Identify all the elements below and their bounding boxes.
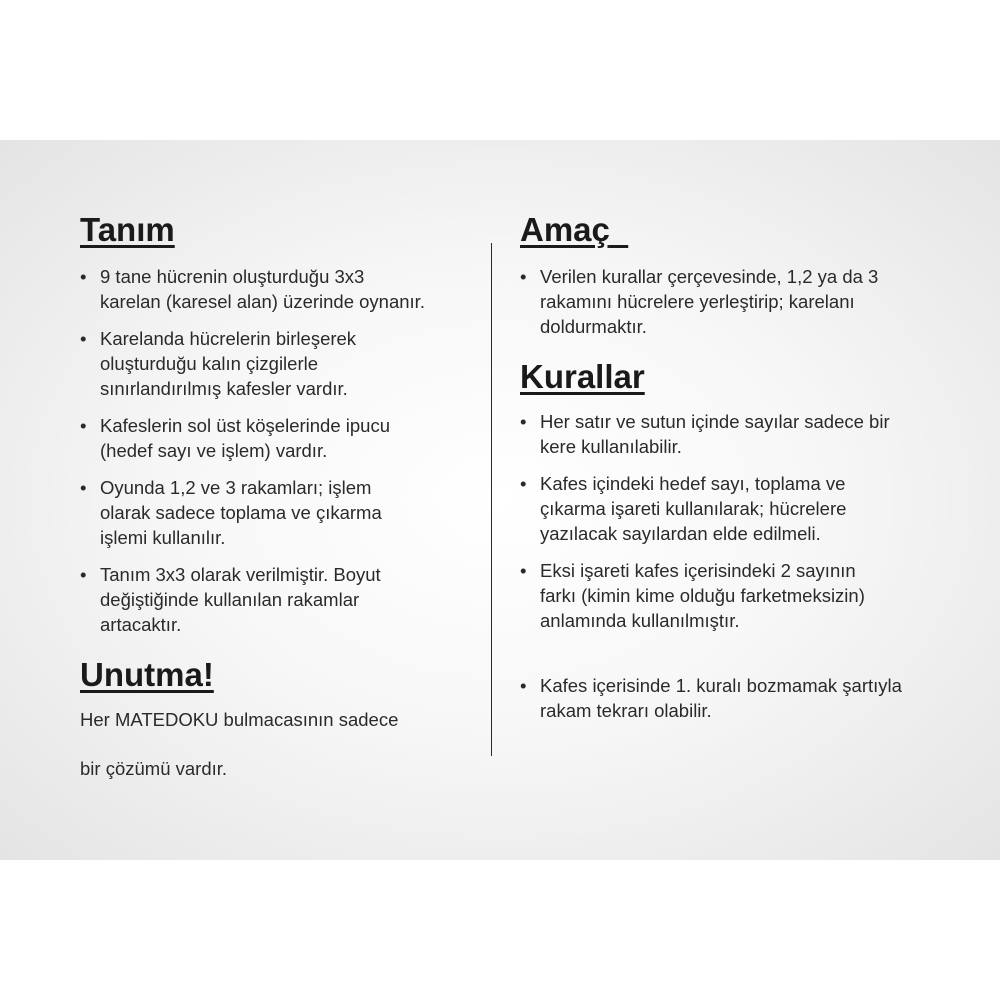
list-item-text: Verilen kurallar çerçevesinde, 1,2 ya da 3 rakamını hücrelere yerleştirip; karelanı doldurmaktır. (540, 266, 879, 337)
tanim-heading: Tanım (80, 211, 175, 248)
right-column (520, 210, 920, 723)
list-item (80, 475, 420, 550)
bullet-icon: • (520, 266, 527, 287)
list-item (80, 413, 430, 463)
left-column (80, 210, 450, 781)
bullet-icon: • (80, 266, 87, 287)
bullet-icon: • (80, 328, 87, 349)
list-item (520, 471, 910, 546)
unutma-text-line2: bir çözümü vardır. (80, 758, 228, 779)
bullet-icon: • (80, 564, 87, 585)
list-item-text: Karelanda hücrelerin birleşerek oluşturduğu kalın çizgilerle sınırlandırılmış kafesler vardır. (100, 328, 357, 399)
bullet-icon: • (520, 675, 527, 696)
list-item (520, 558, 870, 633)
bullet-icon: • (80, 415, 87, 436)
list-item-text: Tanım 3x3 olarak verilmiştir. Boyut değiştiğinde kullanılan rakamlar artacaktır. (100, 564, 381, 635)
list-item (80, 264, 430, 314)
amac-heading-text: Amaç (520, 211, 610, 248)
list-item-text: 9 tane hücrenin oluşturduğu 3x3 karelan (karesel alan) üzerinde oynanır. (100, 266, 425, 312)
list-item (80, 326, 400, 401)
list-item (520, 673, 910, 723)
bullet-icon: • (520, 560, 527, 581)
list-item-text: Kafeslerin sol üst köşelerinde ipucu (hedef sayı ve işlem) vardır. (100, 415, 390, 461)
list-item-text: Oyunda 1,2 ve 3 rakamları; işlem olarak sadece toplama ve çıkarma işlemi kullanılır. (100, 477, 382, 548)
list-item-text: Eksi işareti kafes içerisindeki 2 sayının farkı (kimin kime olduğu farketmeksizin) anlamında kullanılmıştır. (540, 560, 865, 631)
bullet-icon: • (520, 473, 527, 494)
list-item (80, 562, 430, 637)
amac-heading (520, 210, 920, 250)
tanim-list (80, 264, 450, 637)
bullet-icon: • (80, 477, 87, 498)
list-item-text: Her satır ve sutun içinde sayılar sadece bir kere kullanılabilir. (540, 411, 890, 457)
unutma-heading: Unutma! (80, 656, 214, 693)
list-item-text: Kafes içerisinde 1. kuralı bozmamak şartıyla rakam tekrarı olabilir. (540, 675, 902, 721)
column-divider (491, 243, 492, 756)
list-item (520, 409, 910, 459)
list-item-text: Kafes içindeki hedef sayı, toplama ve çıkarma işareti kullanılarak; hücrelere yazılacak sayılardan elde edilmeli. (540, 473, 847, 544)
list-item (520, 264, 910, 339)
bullet-icon: • (520, 411, 527, 432)
kurallar-list (520, 409, 920, 723)
kurallar-heading: Kurallar (520, 358, 645, 395)
unutma-text-line1: Her MATEDOKU bulmacasının sadece (80, 709, 399, 730)
amac-list (520, 264, 920, 339)
